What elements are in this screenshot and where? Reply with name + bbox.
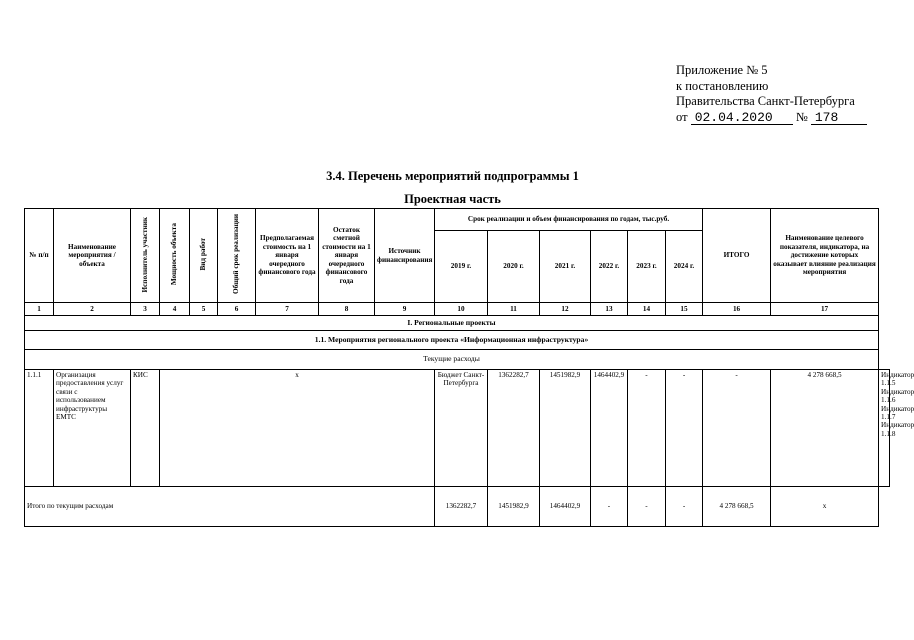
page-subtitle: Проектная часть <box>404 192 501 206</box>
row-value-2024: - <box>703 370 771 487</box>
indicator-item: Индикатор 1.1.7 <box>881 404 914 422</box>
row-value-2022: - <box>628 370 666 487</box>
number-label: № <box>795 109 808 124</box>
events-table <box>24 208 914 527</box>
header-year-2023: 2023 г. <box>628 231 666 303</box>
appendix-header <box>676 63 867 125</box>
section-regional-projects: I. Региональные проекты <box>25 316 879 331</box>
col-number: 10 <box>435 303 488 316</box>
header-est-cost: Предполагаемая стоимость на 1 января очередного финансового года <box>256 209 319 303</box>
row-merged-x: х <box>160 370 435 487</box>
total-value-2023: - <box>628 487 666 527</box>
col-number: 4 <box>160 303 190 316</box>
column-number-row <box>25 303 890 316</box>
col-number: 12 <box>540 303 591 316</box>
header-indicator: Наименование целевого показателя, индикатора, на достижение которых оказывает влияние реализация мероприятия <box>771 209 879 303</box>
row-value-2019: 1362282,7 <box>488 370 540 487</box>
from-label: от <box>676 109 688 124</box>
header-year-2022: 2022 г. <box>591 231 628 303</box>
col-number: 11 <box>488 303 540 316</box>
resolution-number: 178 <box>811 111 867 125</box>
col-number: 15 <box>666 303 703 316</box>
row-name: Организация предоставления услуг связи с использованием инфраструктуры ЕМТС <box>54 370 131 487</box>
total-row <box>25 487 890 527</box>
header-period: Срок реализации и объем финансирования по годам, тыс.руб. <box>435 209 703 231</box>
appendix-line-3: Правительства Санкт-Петербурга <box>676 94 855 108</box>
total-value-2019: 1362282,7 <box>435 487 488 527</box>
header-capacity: Мощность объекта <box>170 223 179 286</box>
total-sum: 4 278 668,5 <box>703 487 771 527</box>
header-source: Источник финансирования <box>375 209 435 303</box>
header-executor: Исполнитель участник <box>140 216 149 293</box>
row-value-2023: - <box>666 370 703 487</box>
header-name: Наименование мероприятия / объекта <box>54 209 131 303</box>
col-number: 2 <box>54 303 131 316</box>
total-value-2020: 1451982,9 <box>488 487 540 527</box>
appendix-line-1: Приложение № 5 <box>676 63 768 77</box>
col-number: 8 <box>319 303 375 316</box>
resolution-date: 02.04.2020 <box>691 111 793 125</box>
row-value-2021: 1464402,9 <box>591 370 628 487</box>
col-number: 13 <box>591 303 628 316</box>
col-number: 14 <box>628 303 666 316</box>
appendix-line-4 <box>676 110 867 126</box>
table-row <box>25 370 890 487</box>
total-indicator: х <box>771 487 879 527</box>
col-number: 7 <box>256 303 319 316</box>
header-year-2019: 2019 г. <box>435 231 488 303</box>
header-year-2021: 2021 г. <box>540 231 591 303</box>
col-number: 1 <box>25 303 54 316</box>
appendix-line-2: к постановлению <box>676 78 769 93</box>
col-number: 16 <box>703 303 771 316</box>
col-number: 9 <box>375 303 435 316</box>
col-number: 5 <box>190 303 218 316</box>
header-work-type: Вид работ <box>199 238 208 271</box>
row-source: Бюджет Санкт-Петербурга <box>435 370 488 487</box>
row-executor: КИС <box>131 370 160 487</box>
header-year-2024: 2024 г. <box>666 231 703 303</box>
section-info-infrastructure: 1.1. Мероприятия регионального проекта «Информационная инфраструктура» <box>25 331 879 350</box>
total-value-2021: 1464402,9 <box>540 487 591 527</box>
row-value-2020: 1451982,9 <box>540 370 591 487</box>
row-total: 4 278 668,5 <box>771 370 879 487</box>
header-term: Общий срок реализации <box>232 214 241 295</box>
col-number: 17 <box>771 303 879 316</box>
total-label: Итого по текущим расходам <box>25 487 435 527</box>
total-value-2022: - <box>591 487 628 527</box>
header-year-2020: 2020 г. <box>488 231 540 303</box>
header-num: № п/п <box>25 209 54 303</box>
col-number: 3 <box>131 303 160 316</box>
indicator-item: Индикатор 1.1.6 <box>881 387 914 405</box>
section-current-expenses: Текущие расходы <box>25 350 879 370</box>
page-title: 3.4. Перечень мероприятий подпрограммы 1 <box>326 169 579 183</box>
indicator-item: Индикатор 1.1.5 <box>881 371 914 388</box>
header-total: ИТОГО <box>703 209 771 303</box>
total-value-2024: - <box>666 487 703 527</box>
col-number: 6 <box>218 303 256 316</box>
header-remainder: Остаток сметной стоимости на 1 января очередного финансового года <box>319 209 375 303</box>
row-num: 1.1.1 <box>25 370 54 487</box>
row-indicators <box>879 370 914 487</box>
indicator-item: Индикатор 1.1.8 <box>881 421 914 438</box>
